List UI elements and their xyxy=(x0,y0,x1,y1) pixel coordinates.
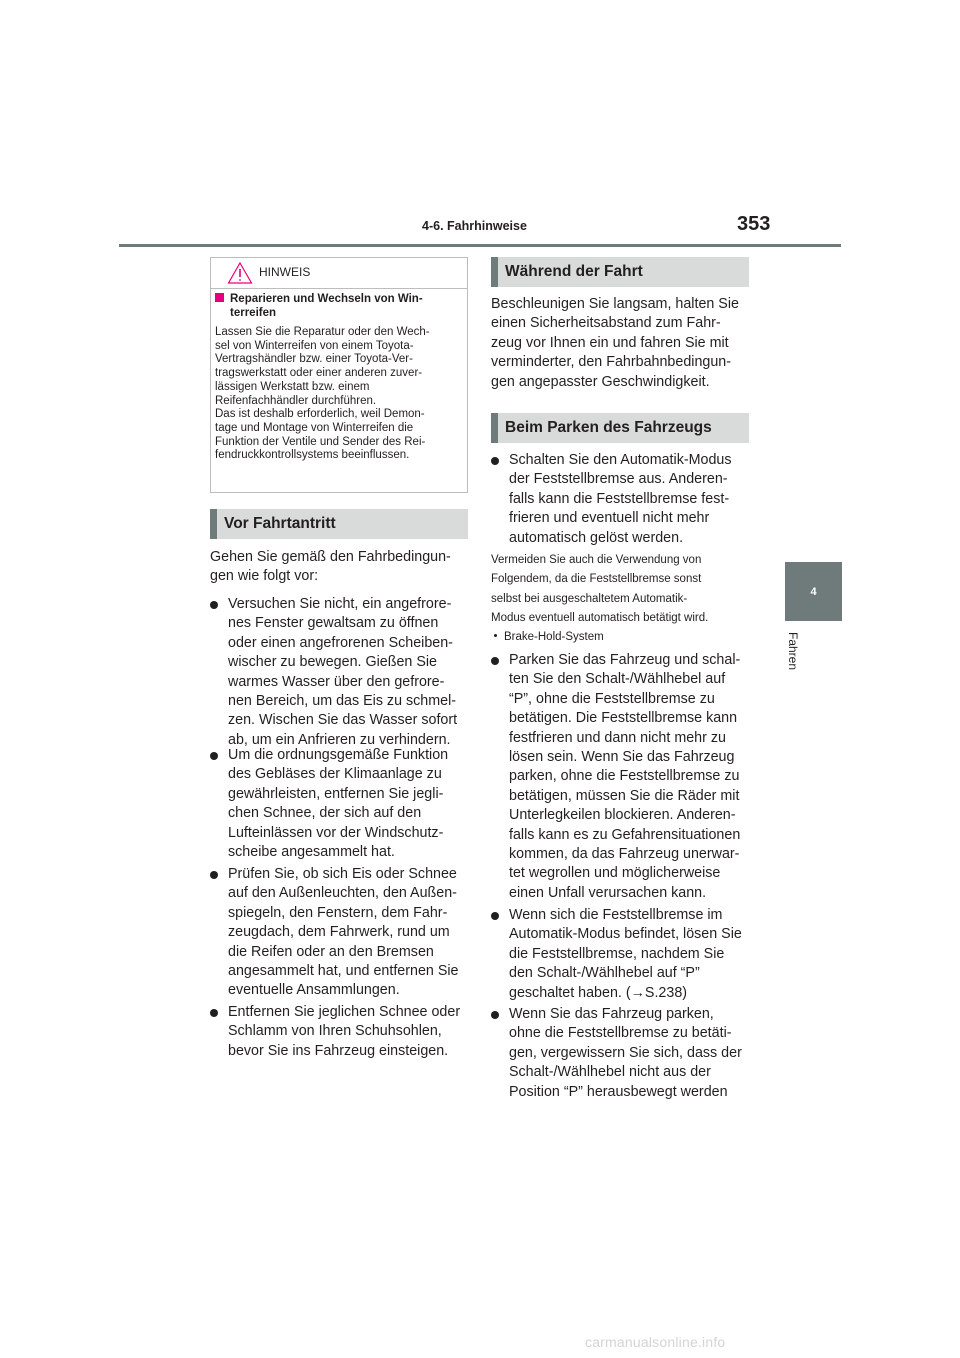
notice-subheading: Reparieren und Wechseln von Win- terreifen xyxy=(215,292,465,320)
bullet-dot-icon xyxy=(491,457,499,465)
watermark: carmanualsonline.info xyxy=(585,1334,726,1350)
fahrt-paragraph: Beschleunigen Sie langsam, halten Sie einen Sicherheitsabstand zum Fahr- zeug vor Ihnen ein und fahren Sie mit verminderter, den Fahrbahnbedingun- gen angepasster Geschwindigkeit. xyxy=(491,296,739,390)
notice-title: HINWEIS xyxy=(259,265,311,279)
chapter-label xyxy=(786,632,804,692)
section-title: 4-6. Fahrhinweise xyxy=(422,219,527,233)
notice-body: Lassen Sie die Reparatur oder den Wech- sel von Winterreifen von einem Toyota- Vertragshändler bzw. einer Toyota-Ver- tragswerkstatt oder einer anderen zuver- lässigen Werkstatt bzw. einem Reifenfachhändler durchführen. Das ist deshalb erforderlich, weil Demon- tage und Montage von Winterreifen die Funktion der Ventile und Sender des Rei- fendruckkontrollsystems beeinflussen. xyxy=(215,326,430,462)
chapter-tab[interactable] xyxy=(785,562,842,621)
page-reference-link[interactable]: geschaltet haben. (→S.238) xyxy=(509,984,688,1001)
bullet-dot-icon xyxy=(491,657,499,665)
chapter-label-text: Fahren xyxy=(786,632,800,671)
heading-beim-parken: Beim Parken des Fahrzeugs xyxy=(491,413,749,443)
bullet-dot-icon xyxy=(491,1011,499,1019)
bullet-dot-icon xyxy=(491,912,499,920)
page-number: 353 xyxy=(737,213,771,235)
heading-vor-fahrtantritt: Vor Fahrtantritt xyxy=(210,509,468,539)
bullet-dot-icon xyxy=(210,871,218,879)
warning-triangle-icon xyxy=(227,261,253,285)
bullet-dot-icon xyxy=(210,1009,218,1017)
chapter-number: 4 xyxy=(810,585,817,598)
small-bullet-icon xyxy=(494,634,497,637)
heading-waehrend-der-fahrt: Während der Fahrt xyxy=(491,257,749,287)
bullet-dot-icon xyxy=(210,601,218,609)
note-list-item: Brake-Hold-System xyxy=(491,631,604,643)
note-paragraph: Vermeiden Sie auch die Verwendung von Folgendem, da die Feststellbremse sonst selbst bei ausgeschaltetem Automatik- Modus eventuell automatisch betätigt wird. xyxy=(491,554,709,625)
notice-box xyxy=(210,257,468,493)
notice-header xyxy=(211,258,467,289)
subheading-square-icon xyxy=(215,293,224,302)
header-rule xyxy=(119,244,841,247)
intro-paragraph: Gehen Sie gemäß den Fahrbedingun- gen wie folgt vor: xyxy=(210,549,451,585)
bullet-dot-icon xyxy=(210,752,218,760)
